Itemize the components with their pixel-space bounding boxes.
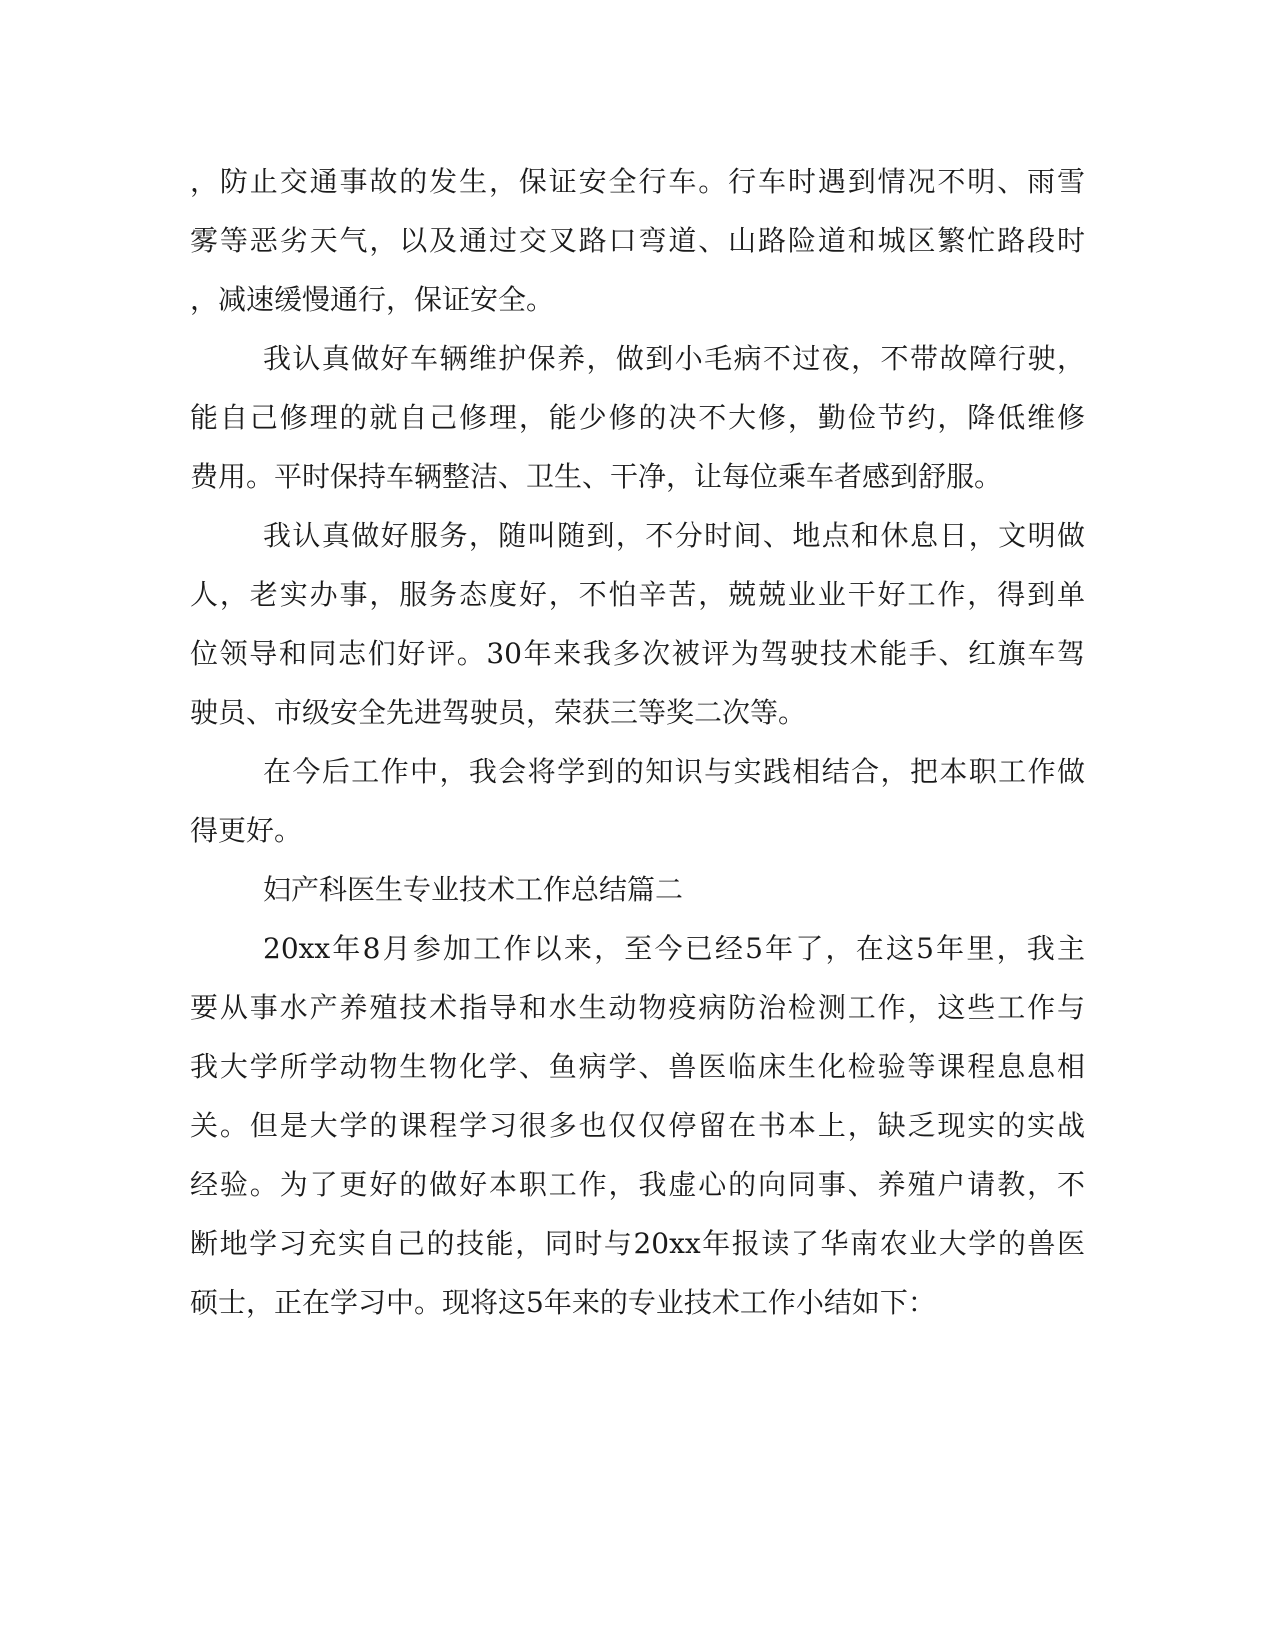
paragraph-first-line: 我认真做好车辆维护保养，做到小毛病不过夜，不带故障行驶，: [263, 342, 1085, 375]
text-line: 人，老实办事，服务态度好，不怕辛苦，兢兢业业干好工作，得到单: [190, 578, 1085, 611]
text-line: 能自己修理的就自己修理，能少修的决不大修，勤俭节约，降低维修: [190, 401, 1085, 434]
text-line: 费用。平时保持车辆整洁、卫生、干净，让每位乘车者感到舒服。: [190, 460, 1003, 493]
paragraph-first-line: 我认真做好服务，随叫随到，不分时间、地点和休息日，文明做: [263, 519, 1085, 552]
text-line: ，防止交通事故的发生，保证安全行车。行车时遇到情况不明、雨雪: [190, 165, 1085, 198]
text-line: 得更好。: [190, 814, 303, 847]
text-line: ，减速缓慢通行，保证安全。: [190, 283, 555, 316]
paragraph-first-line: 在今后工作中，我会将学到的知识与实践相结合，把本职工作做: [263, 755, 1085, 788]
text-line: 驶员、市级安全先进驾驶员，荣获三等奖二次等。: [190, 696, 807, 729]
text-line: 位领导和同志们好评。30年来我多次被评为驾驶技术能手、红旗车驾: [190, 637, 1085, 670]
text-line: 硕士，正在学习中。现将这5年来的专业技术工作小结如下：: [190, 1286, 936, 1319]
text-line: 我大学所学动物生物化学、鱼病学、兽医临床生化检验等课程息息相: [190, 1050, 1085, 1083]
section-heading: 妇产科医生专业技术工作总结篇二: [263, 873, 684, 906]
text-line: 要从事水产养殖技术指导和水生动物疫病防治检测工作，这些工作与: [190, 991, 1085, 1024]
paragraph-first-line: 20xx年8月参加工作以来，至今已经5年了，在这5年里，我主: [263, 932, 1085, 965]
text-line: 关。但是大学的课程学习很多也仅仅停留在书本上，缺乏现实的实战: [190, 1109, 1085, 1142]
text-line: 雾等恶劣天气，以及通过交叉路口弯道、山路险道和城区繁忙路段时: [190, 224, 1085, 257]
text-line: 经验。为了更好的做好本职工作，我虚心的向同事、养殖户请教，不: [190, 1168, 1085, 1201]
text-line: 断地学习充实自己的技能，同时与20xx年报读了华南农业大学的兽医: [190, 1227, 1085, 1260]
